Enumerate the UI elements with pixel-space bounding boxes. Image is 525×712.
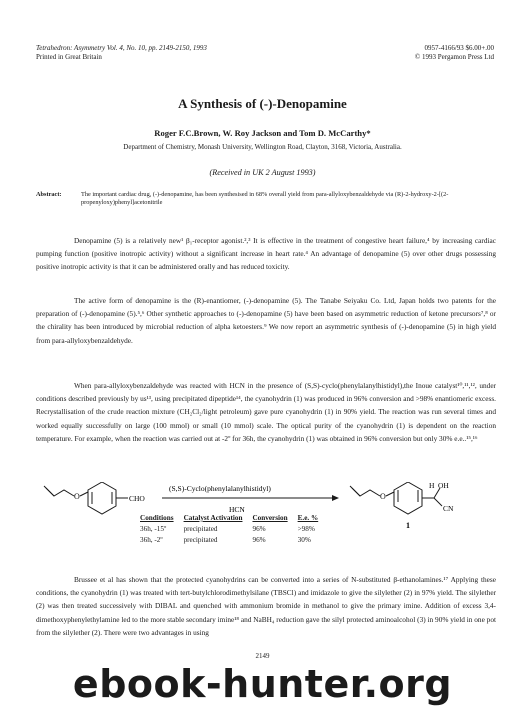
- received-date: (Received in UK 2 August 1993): [209, 168, 316, 177]
- paragraph-4: [36, 573, 496, 639]
- table-cell: 30%: [297, 536, 311, 544]
- authors: Roger F.C.Brown, W. Roy Jackson and Tom D. McCarthy*: [154, 128, 371, 138]
- issn-block: [384, 44, 494, 62]
- arrow-head: [332, 495, 339, 501]
- reactant-structure: [44, 482, 128, 514]
- paragraph-1: [36, 234, 496, 274]
- product-oxygen: O: [380, 492, 386, 501]
- product-oh: OH: [438, 482, 449, 490]
- copyright: © 1993 Pergamon Press Ltd: [414, 53, 494, 61]
- table-cell: 36h, -2º: [140, 536, 163, 544]
- reagent-catalyst: (S,S)-Cyclo(phenylalanylhistidyl): [169, 484, 271, 493]
- col-catalyst: Catalyst Activation: [183, 514, 243, 522]
- journal-header: [36, 44, 276, 62]
- col-conditions: Conditions: [140, 514, 174, 522]
- col-ee: E.e. %: [297, 514, 319, 522]
- table-row: [140, 524, 328, 535]
- abstract-label: Abstract:: [36, 191, 62, 198]
- oxygen-label: O: [74, 492, 80, 501]
- table-cell: 96%: [252, 525, 266, 533]
- paragraph-text: When para-allyloxybenzaldehyde was reacted with HCN in the presence of (S,S)-cyclo(phenylalanylhistidyl),the Inoue catalyst¹⁰,¹¹,¹², under conditions described previously by us¹³, using precipitated dipeptide¹⁴, the cyanohydrin (1) was produced in 96% conversion and >98% enantiomeric excess. Recrystallisation of the crude reaction mixture (CH₂Cl₂/light petroleum) gave pure cyanohydrin (1) in 90% yield. The reaction was run several times and worked equally successfully on large (100 mmol) or small (10 mmol) scale. The optical purity of the cyanohydrin (1) is dependent on the reaction temperature. For example, when the reaction was carried out at -2º for 36h, the cyanohydrin (1) was obtained in 96% conversion but only 30% e.e..¹⁵,¹⁶: [36, 381, 496, 443]
- journal-citation: Tetrahedron: Asymmetry Vol. 4, No. 10, pp. 2149-2150, 1993: [36, 44, 207, 52]
- printed-in: Printed in Great Britain: [36, 53, 102, 61]
- reagent-hcn: HCN: [229, 505, 245, 514]
- paragraph-text: Denopamine (5) is a relatively new¹ β₁-receptor agonist.²,³ It is effective in the treatment of congestive heart failure,⁴ by increasing cardiac pumping function (positive inotropic activity) without a significant increase in heart rate.⁴ An advantage of denopamine (5) over other drugs possessing positive inotropic activity is that it can be administered orally and has reduced toxicity.: [36, 236, 496, 272]
- table-row: [140, 535, 328, 546]
- product-number: 1: [406, 521, 410, 530]
- watermark: ebook-hunter.org: [72, 662, 453, 706]
- issn: 0957-4166/93 $6.00+.00: [424, 44, 494, 52]
- product-h: H: [429, 482, 435, 490]
- affiliation: Department of Chemistry, Monash University, Wellington Road, Clayton, 3168, Victoria, Australia.: [123, 143, 402, 151]
- abstract-text: The important cardiac drug, (-)-denopamine, has been synthesised in 68% overall yield from para-allyloxybenzaldehyde via (R)-2-hydroxy-2-[(2-propenyloxy)phenyl]acetonitrile: [81, 191, 449, 206]
- table-cell: 36h, -15º: [140, 525, 167, 533]
- table-header-row: [140, 513, 328, 524]
- table-cell: precipitated: [183, 525, 218, 533]
- aldehyde-label: CHO: [129, 494, 145, 503]
- abstract: [36, 191, 498, 207]
- paragraph-2: [36, 294, 496, 347]
- paragraph-3: [36, 379, 496, 445]
- conditions-table: [140, 513, 328, 546]
- table-cell: >98%: [297, 525, 315, 533]
- paragraph-text: The active form of denopamine is the (R)-enantiomer, (-)-denopamine (5). The Tanabe Seiyaku Co. Ltd, Japan holds two patents for the preparation of (-)-denopamine (5).⁵,⁶ Other synthetic approaches to (-)-denopamine (5) have been based on asymmetric reduction of ketone precursors⁷,⁸ or the chirality has been introduced by microbial reduction of alpha ketoesters.⁹ We now report an asymmetric synthesis of (-)-denopamine (5) in high yield from para-allyloxybenzaldehyde.: [36, 296, 496, 345]
- paragraph-text: Brussee et al has shown that the protected cyanohydrins can be converted into a series of N-substituted β-ethanolamines.¹⁷ Applying these conditions, the cyanohydrin (1) was treated with tert-butylchlorodimethylsilane (TBSCl) and imidazole to give the silylether (2) in 97% yield. The silylether (2) was then treated successively with DIBAL and quenched with ammonium bromide in methanol to give the primary imine. Addition of excess 3,4-dimethoxyphenylethylamine led to the more stable secondary imine¹⁸ and NaBH₄ reduction gave the silyl protected aminoalcohol (3) in 90% yield in one pot from the silylether (2). There were two advantages in using: [36, 575, 496, 637]
- col-conversion: Conversion: [252, 514, 288, 522]
- paper-title: A Synthesis of (-)-Denopamine: [178, 96, 347, 111]
- page-number: 2149: [255, 652, 270, 660]
- table-cell: 96%: [252, 536, 266, 544]
- product-cn: CN: [443, 504, 454, 513]
- table-cell: precipitated: [183, 536, 218, 544]
